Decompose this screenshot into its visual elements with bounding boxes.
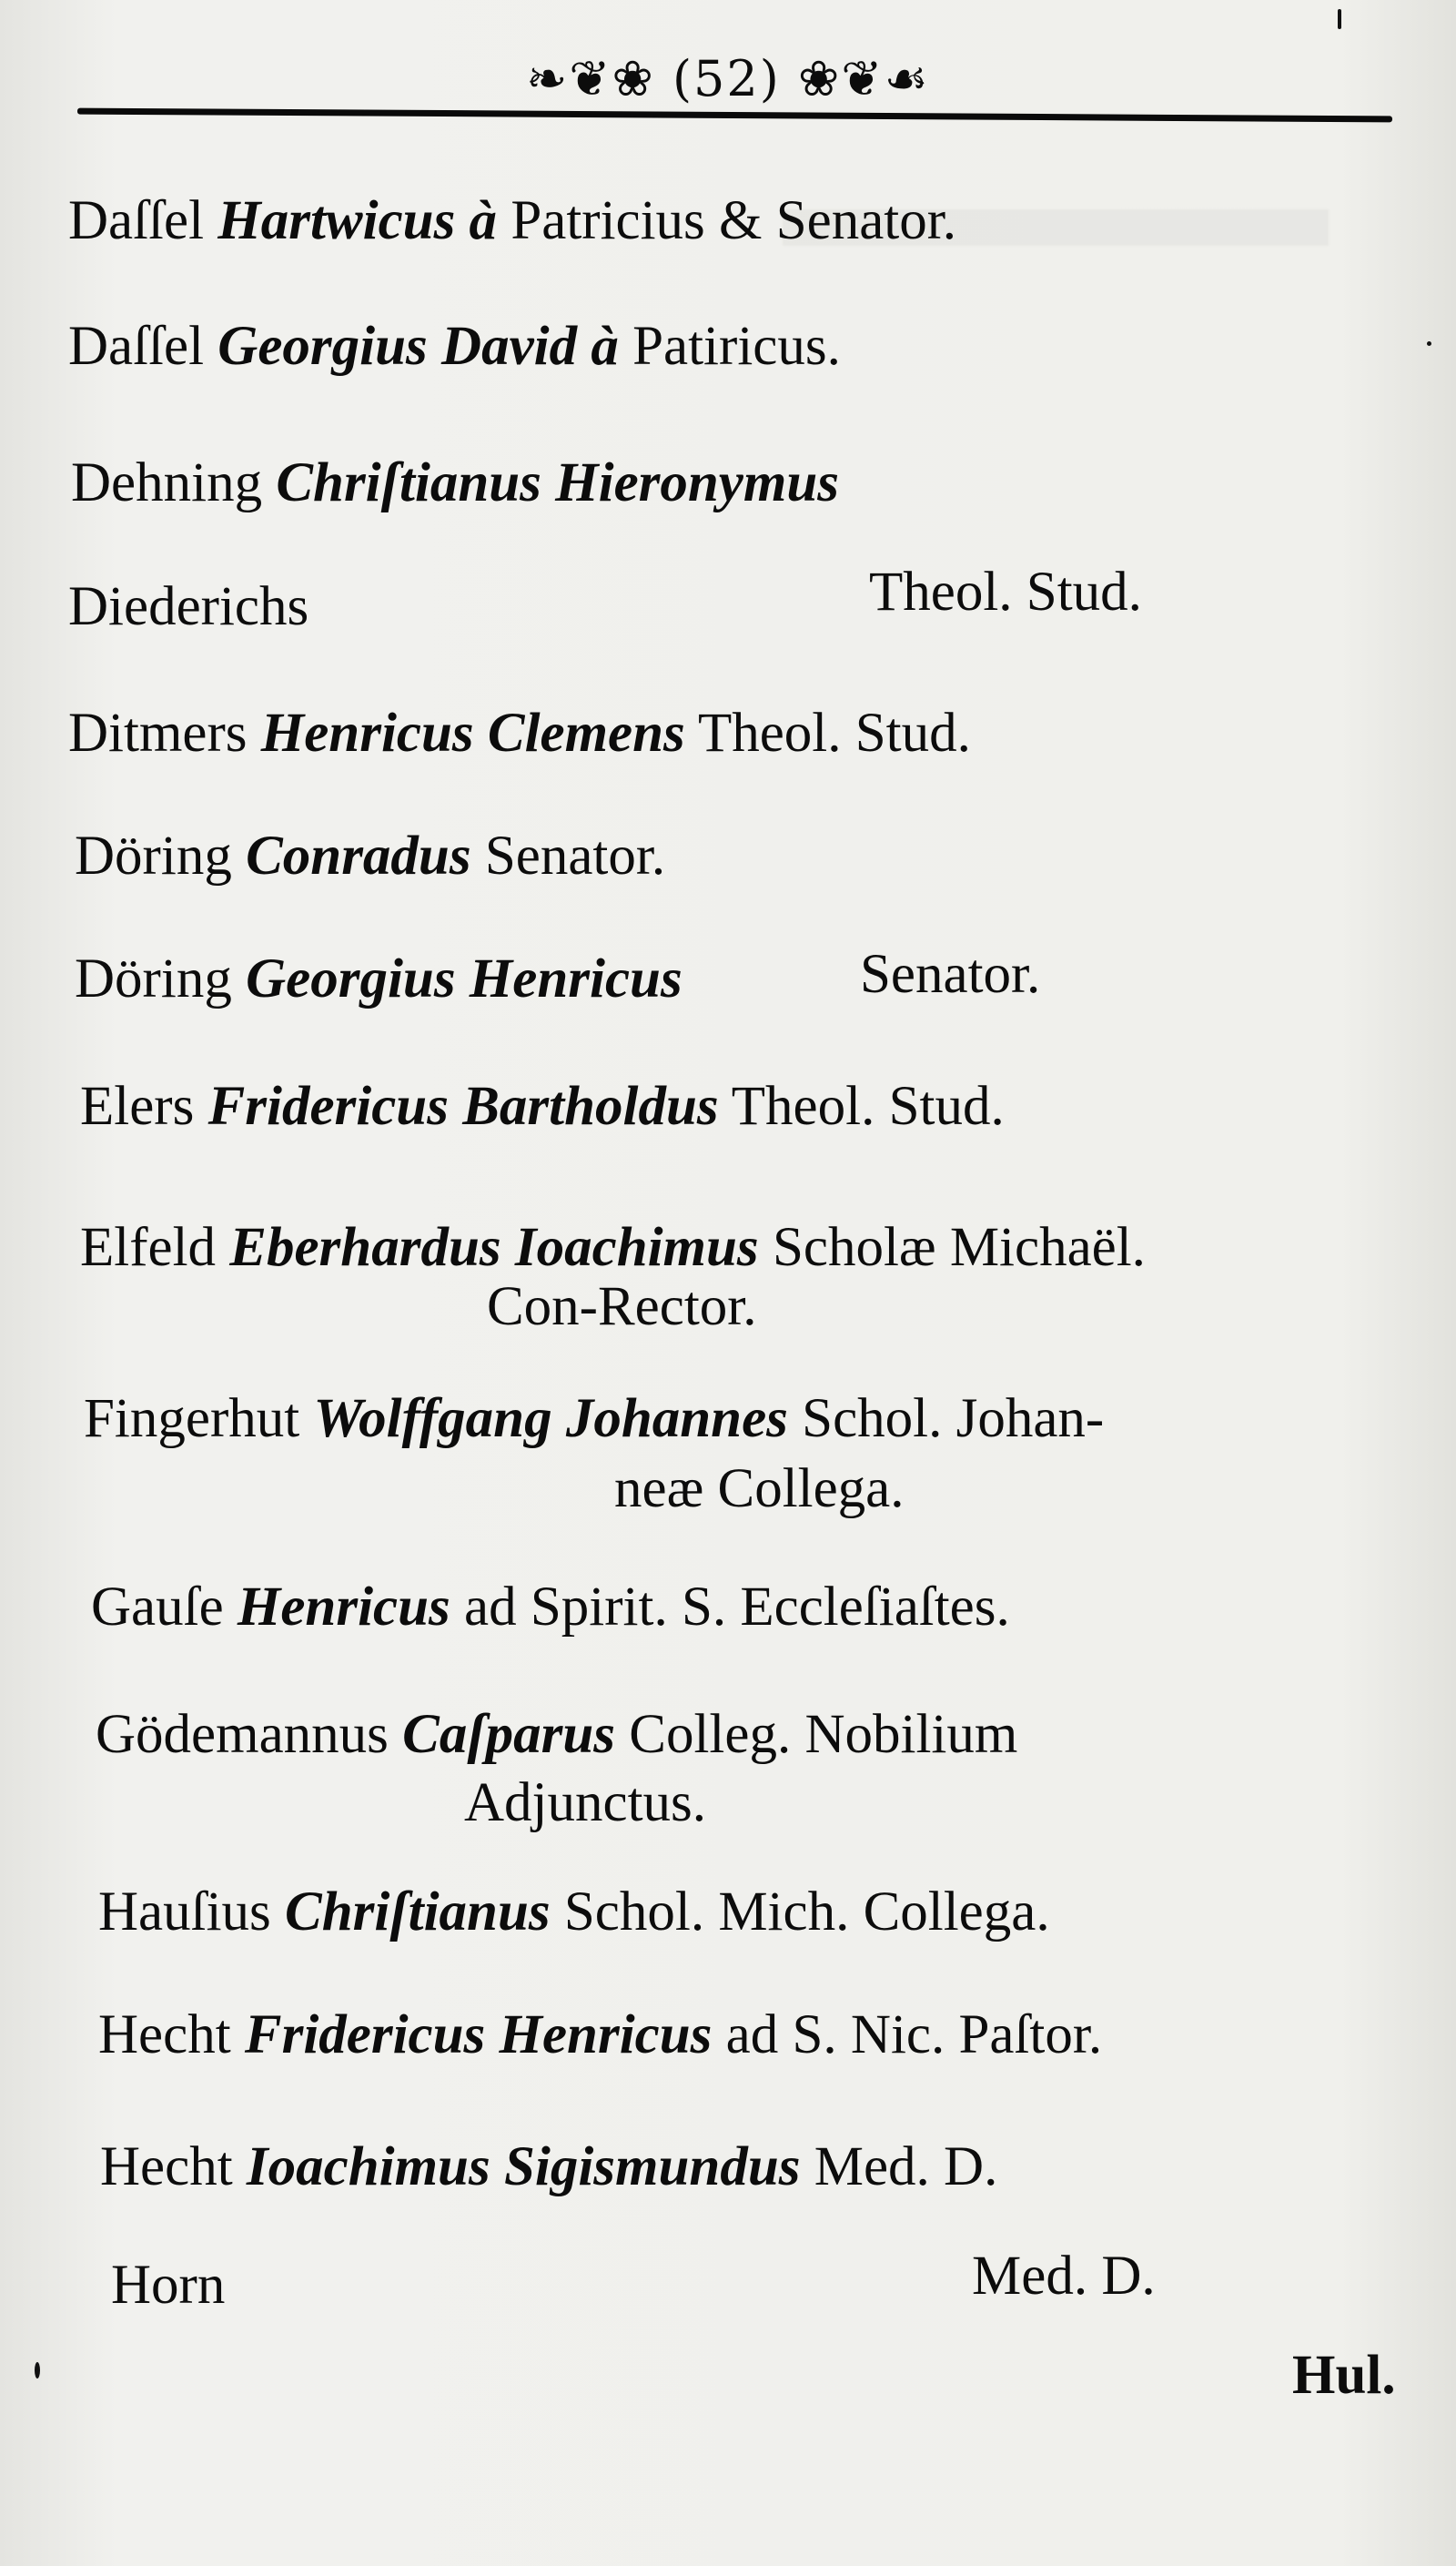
entry-continuation: Con-Rector. [487, 1276, 757, 1337]
entry-given: Chriſtianus [285, 1881, 551, 1942]
entry-title: Senator. [860, 944, 1041, 1005]
entry-row [96, 1704, 1018, 1765]
ornament-right-icon: ❀❦☙ [798, 50, 930, 107]
entry-title: Schol. Mich. Collega. [563, 1881, 1050, 1942]
entry-row [68, 316, 841, 377]
entry-given: Henricus Clemens [260, 703, 685, 764]
entry-title: Colleg. Nobilium [629, 1704, 1018, 1765]
entry-surname: Hauſius [98, 1881, 271, 1942]
scan-speck [1338, 9, 1341, 29]
entry-row [71, 452, 839, 513]
entry-title: Senator. [484, 826, 666, 887]
entry-title: Med. D. [814, 2136, 998, 2197]
entry-title: Patricius & Senator. [511, 190, 956, 251]
entry-surname: Gödemannus [96, 1704, 389, 1765]
entry-given: Fridericus Bartholdus [207, 1076, 719, 1137]
entry-title: Theol. Stud. [869, 562, 1142, 623]
entry-given: Georgius Henricus [246, 948, 682, 1009]
header-rule [77, 108, 1392, 123]
entry-given: Fridericus Henricus [244, 2004, 713, 2065]
entry-given: Hartwicus à [217, 190, 498, 251]
entry-given: Chriſtianus Hieronymus [276, 452, 839, 513]
entry-title: ad S. Nic. Paſtor. [725, 2004, 1103, 2065]
page-header [0, 50, 1456, 107]
entry-title: Schol. Johan- [802, 1388, 1105, 1449]
entry-surname: Gauſe [91, 1577, 224, 1638]
entry-title: Scholæ Michaël. [772, 1217, 1146, 1278]
entry-title: ad Spirit. S. Eccleſiaſtes. [464, 1577, 1010, 1638]
entry-row [68, 703, 971, 764]
entry-row [80, 1076, 1005, 1137]
entry-surname: Döring [75, 826, 232, 887]
entry-row [100, 2136, 998, 2197]
entry-row [68, 576, 309, 637]
entry-row [75, 826, 666, 887]
entry-surname: Döring [75, 948, 232, 1009]
entry-row [80, 1217, 1146, 1278]
scan-speck [35, 2362, 40, 2378]
entry-row [75, 948, 682, 1009]
entry-continuation: Adjunctus. [464, 1772, 707, 1833]
entry-row [91, 1577, 1010, 1638]
entry-surname: Fingerhut [84, 1388, 300, 1449]
entry-surname: Hecht [100, 2136, 233, 2197]
entry-surname: Dehning [71, 452, 263, 513]
entry-title: Theol. Stud. [697, 703, 971, 764]
entry-surname: Daſſel [68, 316, 205, 377]
ornament-left-icon: ❧❦❀ [526, 50, 655, 107]
entry-row [111, 2255, 226, 2316]
entry-given: Wolffgang Johannes [313, 1388, 788, 1449]
page-number: (52) [672, 50, 781, 107]
entry-surname: Daſſel [68, 190, 205, 251]
entry-title: Patiricus. [632, 316, 841, 377]
entry-given: Georgius David à [217, 316, 619, 377]
entry-title: Med. D. [972, 2246, 1156, 2307]
entry-given: Ioachimus Sigismundus [246, 2136, 801, 2197]
catchword: Hul. [1292, 2345, 1396, 2406]
entry-given: Conradus [246, 826, 471, 887]
entry-row [68, 190, 956, 251]
entry-row [84, 1388, 1105, 1449]
entry-row [98, 1881, 1050, 1942]
scan-speck [1427, 341, 1431, 346]
entry-surname: Elers [80, 1076, 195, 1137]
entry-surname: Ditmers [68, 703, 248, 764]
entry-given: Henricus [237, 1577, 450, 1638]
entry-row [98, 2004, 1103, 2065]
entry-continuation: neæ Collega. [614, 1458, 905, 1519]
entry-given: Caſparus [402, 1704, 616, 1765]
entry-surname: Elfeld [80, 1217, 217, 1278]
entry-surname: Horn [111, 2255, 226, 2316]
entry-surname: Hecht [98, 2004, 231, 2065]
entry-given: Eberhardus Ioachimus [229, 1217, 759, 1278]
entry-title: Theol. Stud. [731, 1076, 1005, 1137]
entry-surname: Diederichs [68, 576, 309, 637]
